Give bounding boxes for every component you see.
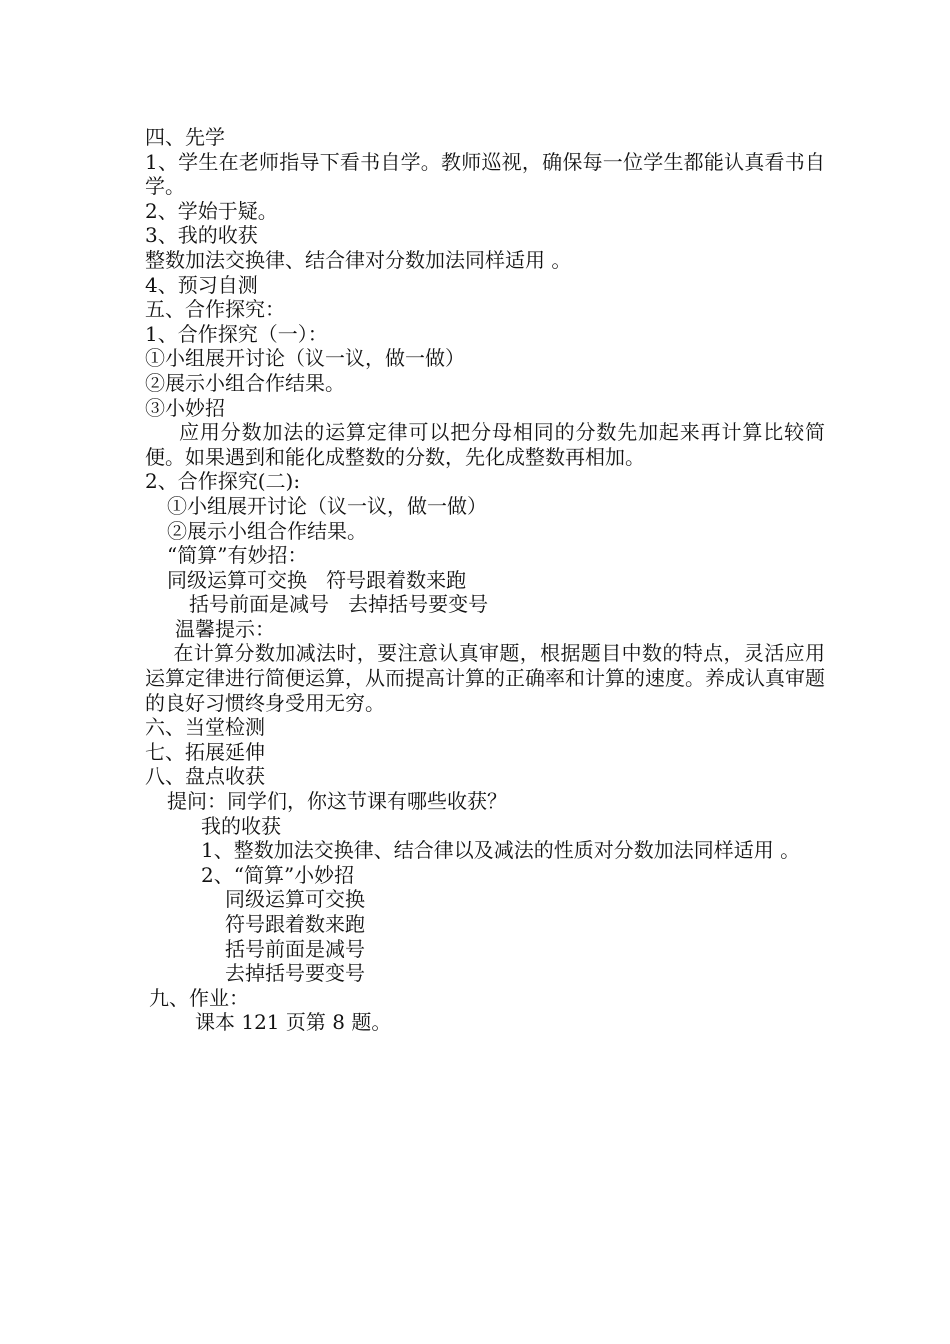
paragraph-gain-content: 整数加法交换律、结合律对分数加法同样适用 。 bbox=[145, 247, 572, 272]
list-item-discuss-2: ①小组展开讨论（议一议，做一做） bbox=[167, 493, 487, 518]
rhyme-line-1: 同级运算可交换 符号跟着数来跑 bbox=[167, 567, 467, 592]
gain-item-1 bbox=[145, 838, 825, 863]
simplify-heading: “简算”有妙招： bbox=[167, 543, 308, 568]
tip-content-text: 应用分数加法的运算定律可以把分母相同的分数先加起来再计算比较简便。如果遇到和能化成整数的分数，先化成整数再相加。 bbox=[145, 420, 825, 469]
gain-rhyme-4: 去掉括号要变号 bbox=[225, 961, 365, 986]
document-body bbox=[145, 125, 825, 1035]
reminder-heading: 温馨提示： bbox=[175, 616, 275, 641]
question-line: 提问：同学们，你这节课有哪些收获？ bbox=[167, 789, 507, 814]
subsection-coop-1: 1、合作探究（一）： bbox=[145, 321, 328, 346]
list-item-discuss-1: ①小组展开讨论（议一议，做一做） bbox=[145, 346, 465, 371]
gain-rhyme-1: 同级运算可交换 bbox=[225, 887, 365, 912]
subsection-coop-2: 2、合作探究(二): bbox=[145, 469, 301, 494]
list-item-tip-1: ③小妙招 bbox=[145, 395, 225, 420]
section-heading-9: 九、作业： bbox=[149, 985, 249, 1010]
paragraph-doubt: 2、学始于疑。 bbox=[145, 198, 278, 223]
section-heading-8: 八、盘点收获 bbox=[145, 764, 265, 789]
section-heading-6: 六、当堂检测 bbox=[145, 715, 265, 740]
gain-rhyme-3: 括号前面是减号 bbox=[225, 936, 365, 961]
paragraph-preview-test: 4、预习自测 bbox=[145, 272, 258, 297]
paragraph-self-study: 1、学生在老师指导下看书自学。教师巡视，确保每一位学生都能认真看书自学。 bbox=[145, 149, 825, 199]
paragraph-reminder-content bbox=[145, 641, 825, 715]
list-item-show-1: ②展示小组合作结果。 bbox=[145, 370, 345, 395]
rhyme-line-2: 括号前面是减号 去掉括号要变号 bbox=[189, 592, 489, 617]
paragraph-gain-heading: 3、我的收获 bbox=[145, 223, 258, 248]
homework-content: 课本 121 页第 8 题。 bbox=[195, 1010, 392, 1035]
reminder-content-text: 在计算分数加减法时，要注意认真审题，根据题目中数的特点，灵活应用运算定律进行简便运算，从而提高计算的正确率和计算的速度。养成认真审题的良好习惯终身受用无穷。 bbox=[145, 641, 825, 715]
section-heading-5: 五、合作探究： bbox=[145, 297, 285, 322]
gain-item-2: 2、“简算”小妙招 bbox=[201, 862, 355, 887]
list-item-show-2: ②展示小组合作结果。 bbox=[167, 518, 367, 543]
section-heading-4: 四、先学 bbox=[145, 125, 225, 149]
section-heading-7: 七、拓展延伸 bbox=[145, 739, 265, 764]
my-gain-heading: 我的收获 bbox=[201, 813, 281, 838]
paragraph-tip-content bbox=[145, 420, 825, 469]
gain-rhyme-2: 符号跟着数来跑 bbox=[225, 912, 365, 936]
gain-item-1-text: 1、整数加法交换律、结合律以及减法的性质对分数加法同样适用 。 bbox=[201, 838, 801, 863]
